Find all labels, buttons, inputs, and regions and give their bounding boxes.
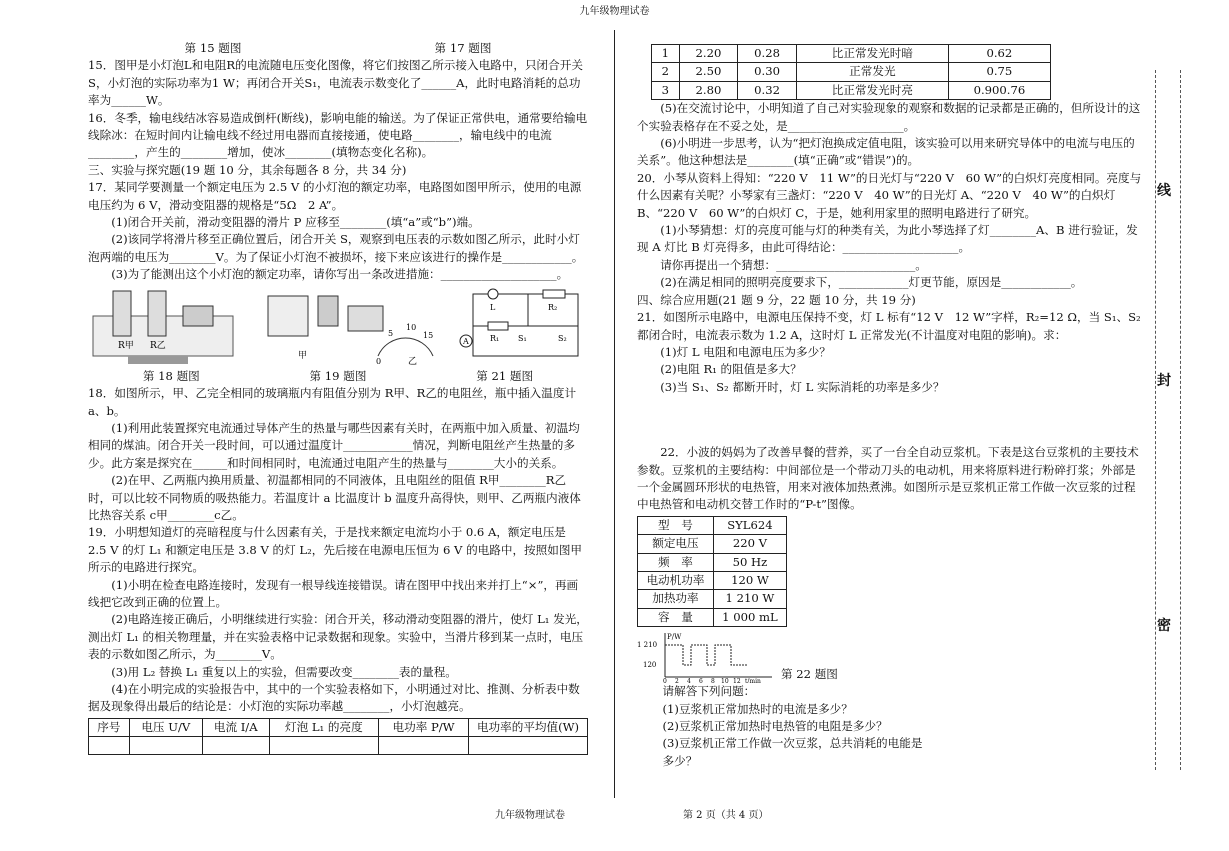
question-19-4: (4)在小明完成的实验报告中，其中的一个实验表格如下，小明通过对比、推测、分析表中数据及现象得出最后的结论是：小灯泡的实际功率越________，小灯泡越亮。	[88, 682, 580, 714]
spec-row: 容 量 1 000 mL	[638, 608, 787, 626]
spec-row: 型 号 SYL624	[638, 516, 787, 534]
th-voltage: 电压 U/V	[129, 718, 202, 736]
question-20-1b: 请你再提出一个猜想：________________________。	[660, 257, 927, 272]
spec-row: 电动机功率 120 W	[638, 571, 787, 589]
question-22-1: (1)豆浆机正常加热时的电流是多少？	[662, 701, 853, 716]
question-22-3: (3)豆浆机正常工作做一次豆浆，总共消耗的电能是	[662, 736, 923, 751]
ammeter-label: A	[463, 336, 469, 346]
spec-row: 加热功率 1 210 W	[638, 590, 787, 608]
figure-19-apparatus	[258, 286, 438, 366]
question-19-3: (3)用 L₂ 替换 L₁ 重复以上的实验，但需要改变________表的量程。	[111, 664, 457, 679]
label-jia: 甲	[298, 350, 308, 361]
th-avg-power: 电功率的平均值(W)	[469, 718, 588, 736]
section-heading: 三、实验与探究题(19 题 10 分，其余每题各 8 分，共 34 分)	[88, 162, 407, 177]
spec-table	[637, 516, 787, 627]
question-20: 20．小琴从资料上得知：“220 V 11 W”的日光灯与“220 V 60 W”的白炽灯亮度相同。亮度与什么因素有关呢？小琴家有三盏灯：“220 V 40 W”的日光灯 A、“220 V 40 W”的白炽灯 B、“220 V 60 W”的白炽灯 C，于是，她利用家里的照明电路进行了研究。	[637, 170, 1142, 220]
question-18-2: (2)在甲、乙两瓶内换用质量、初温都相同的不同液体，且电阻丝的阻值 R甲________R乙时，可以比较不同物质的吸热能力。若温度计 a 比温度计 b 温度升高得快，则甲、乙两瓶内液体比热容关系 c甲________c乙。	[88, 473, 581, 522]
th-brightness: 灯泡 L₁ 的亮度	[269, 718, 379, 736]
question-21-1: (1)灯 L 电阻和电源电压为多少？	[660, 344, 831, 359]
question-19-1: (1)小明在检查电路连接时，发现有一根导线连接错误。请在图甲中找出来并打上“×”，再画线把它改到正确的位置上。	[88, 577, 579, 609]
question-18: 18．如图所示，甲、乙完全相同的玻璃瓶内有阻值分别为 R甲、R乙的电阻丝，瓶中插入温度计 a、b。	[88, 386, 577, 418]
question-22-2: (2)豆浆机正常加热时电热管的电阻是多少？	[662, 719, 888, 733]
r2-label: R₂	[548, 302, 558, 312]
label-yi: 乙	[408, 356, 418, 366]
margin-label: 密	[1157, 618, 1171, 634]
question-15: 15．图甲是小灯泡L和电阻R的电流随电压变化图像，将它们按图乙所示接入电路中，只闭合开关S，小灯泡的实际功率为1 W；再闭合开关S₁，电流表示数变化了______A，此时电路消耗的总功率为______W。	[88, 58, 583, 108]
s1-label: S₁	[518, 333, 527, 343]
th-index: 序号	[89, 718, 130, 736]
graph-ytop: 1 210	[637, 641, 658, 650]
svg-text:0: 0	[663, 678, 667, 684]
question-20-1: (1)小琴猜想：灯的亮度可能与灯的种类有关，为此小琴选择了灯________A、B 进行验证，发现 A 灯比 B 灯亮得多，由此可得结论：____________________。	[637, 223, 1138, 255]
svg-text:4: 4	[687, 678, 691, 684]
svg-text:8: 8	[711, 678, 715, 684]
graph-row	[637, 631, 1142, 683]
svg-text:10: 10	[721, 678, 729, 684]
th-power: 电功率 P/W	[379, 718, 469, 736]
figure-18-apparatus	[88, 286, 238, 366]
question-17-3: (3)为了能测出这个小灯泡的额定功率，请你写出一条改进措施：____________________。	[111, 267, 569, 282]
svg-text:6: 6	[699, 678, 703, 684]
experiment-table-header	[88, 718, 588, 755]
question-22-3-cont: 多少？	[662, 753, 698, 768]
question-20-2: (2)在满足相同的照明亮度要求下，____________灯更节能，原因是____________。	[660, 275, 1083, 290]
left-column	[88, 40, 588, 755]
fig-caption: 第 15 题图	[184, 41, 242, 55]
graph-ylabel: P/W	[667, 633, 682, 642]
scale-0: 0	[376, 356, 382, 366]
footer-page: 第 2 页（共 4 页）	[683, 810, 769, 821]
column-divider	[614, 30, 615, 798]
label-yi: R乙	[150, 340, 166, 351]
lamp-label: L	[490, 302, 496, 312]
question-19-5: (5)在交流讨论中，小明知道了自己对实验现象的观察和数据的记录都是正确的，但所设计的这个实验表格存在不妥之处，是____________________。	[637, 101, 1141, 133]
scale-5: 5	[388, 328, 394, 338]
graph-ybottom: 120	[643, 661, 657, 670]
fig-caption: 第 18 题图	[142, 368, 200, 383]
fig-caption: 第 19 题图	[309, 368, 367, 383]
scale-10: 10	[406, 322, 417, 332]
th-current: 电流 I/A	[202, 718, 269, 736]
svg-text:12: 12	[733, 678, 741, 684]
caption-row	[88, 40, 588, 57]
figure-21-circuit	[458, 286, 588, 366]
question-18-1: (1)利用此装置探究电流通过导体产生的热量与哪些因素有关时，在两瓶中加入质量、初温均相同的煤油。闭合开关一段时间，可以通过温度计____________情况，判断电阻丝产生热量的多少。此方案是探究在______和时间相同时，电流通过电阻产生的热量与________大小的关系。	[88, 420, 580, 470]
question-21-2: (2)电阻 R₁ 的阻值是多大？	[660, 362, 802, 377]
fig-caption: 第 17 题图	[434, 41, 492, 55]
table-row: 3 2.80 0.32 比正常发光时亮 0.900.76	[652, 81, 1051, 99]
question-19-6: (6)小明进一步思考，认为“把灯泡换成定值电阻，该实验可以用来研究导体中的电流与电压的关系”。他这种想法是________(填“正确”或“错误”)的。	[637, 136, 1135, 168]
svg-text:2: 2	[675, 678, 679, 684]
question-19: 19．小明想知道灯的亮暗程度与什么因素有关，于是找来额定电流均小于 0.6 A，额定电压是 2.5 V 的灯 L₁ 和额定电压是 3.8 V 的灯 L₂，先后接在电源电压恒为 6 V 的电路中，按照如图甲所示的电路进行探究。	[88, 525, 583, 575]
fig-caption: 第 22 题图	[781, 666, 838, 681]
question-17-1: (1)闭合开关前，滑动变阻器的滑片 P 应移至________(填“a”或“b”)端。	[111, 215, 480, 230]
scale-15: 15	[423, 330, 434, 340]
section-heading: 四、综合应用题(21 题 9 分，22 题 10 分，共 19 分)	[637, 292, 916, 307]
page-header: 九年级物理试卷	[579, 6, 650, 17]
label-jia: R甲	[118, 340, 134, 351]
margin-label: 封	[1157, 373, 1171, 389]
fig-caption: 第 21 题图	[476, 368, 534, 383]
power-time-graph	[637, 631, 777, 683]
question-16: 16．冬季，输电线结冰容易造成倒杆(断线)，影响电能的输送。为了保证正常供电，通常要给输电线除冰：在短时间内让输电线不经过用电器而直接接通，使电路________，输电线中的电流________，产生的________增加，使冰________(填物态变化名称)。	[88, 110, 588, 160]
table-row: 2 2.50 0.30 正常发光 0.75	[652, 63, 1051, 81]
r1-label: R₁	[490, 333, 500, 343]
question-22: 22．小波的妈妈为了改善早餐的营养，买了一台全自动豆浆机。下表是这台豆浆机的主要技术参数。豆浆机的主要结构：中间部位是一个带动刀头的电动机，用来将原料进行粉碎打浆；外部是一个金属圆环形状的电热管，用来对液体加热煮沸。如图所示是豆浆机正常工作做一次豆浆的过程中电热管和电动机交替工作时的“P-t”图像。	[637, 445, 1139, 512]
question-17: 17．某同学要测量一个额定电压为 2.5 V 的小灯泡的额定功率，电路图如图甲所示，使用的电源电压约为 6 V，滑动变阻器的规格是“5Ω 2 A”。	[88, 180, 582, 212]
margin-label: 线	[1157, 183, 1171, 199]
question-17-2: (2)该同学将滑片移至正确位置后，闭合开关 S，观察到电压表的示数如图乙所示，此时小灯泡两端的电压为________V。为了保证小灯泡不被损坏，接下来应该进行的操作是____________。	[88, 232, 584, 264]
caption-row	[88, 368, 588, 385]
spec-row: 额定电压 220 V	[638, 535, 787, 553]
s2-label: S₂	[558, 333, 567, 343]
question-19-2: (2)电路连接正确后，小明继续进行实验：闭合开关，移动滑动变阻器的滑片，使灯 L₁ 发光，测出灯 L₁ 的相关物理量，并在实验表格中记录数据和现象。实验中，当滑片移到某一点时，电压表的示数如图乙所示，为________V。	[88, 612, 588, 662]
spec-row: 频 率 50 Hz	[638, 553, 787, 571]
footer-title: 九年级物理试卷	[495, 810, 565, 821]
question-21: 21．如图所示电路中，电源电压保持不变，灯 L 标有“12 V 12 W”字样，R₂=12 Ω，当 S₁、S₂ 都闭合时，电流表示数为 1.2 A，这时灯 L 正常发光(不计温度对电阻的影响)。求：	[637, 310, 1141, 342]
experiment-table-rows	[651, 44, 1051, 100]
figure-row	[88, 286, 588, 366]
answer-prompt: 请解答下列问题：	[662, 684, 756, 699]
graph-xlabel: t/min	[745, 678, 761, 684]
table-row: 1 2.20 0.28 比正常发光时暗 0.62	[652, 45, 1051, 63]
right-column	[637, 44, 1142, 770]
binding-margin	[1155, 70, 1181, 770]
question-21-3: (3)当 S₁、S₂ 都断开时，灯 L 实际消耗的功率是多少？	[660, 379, 945, 394]
